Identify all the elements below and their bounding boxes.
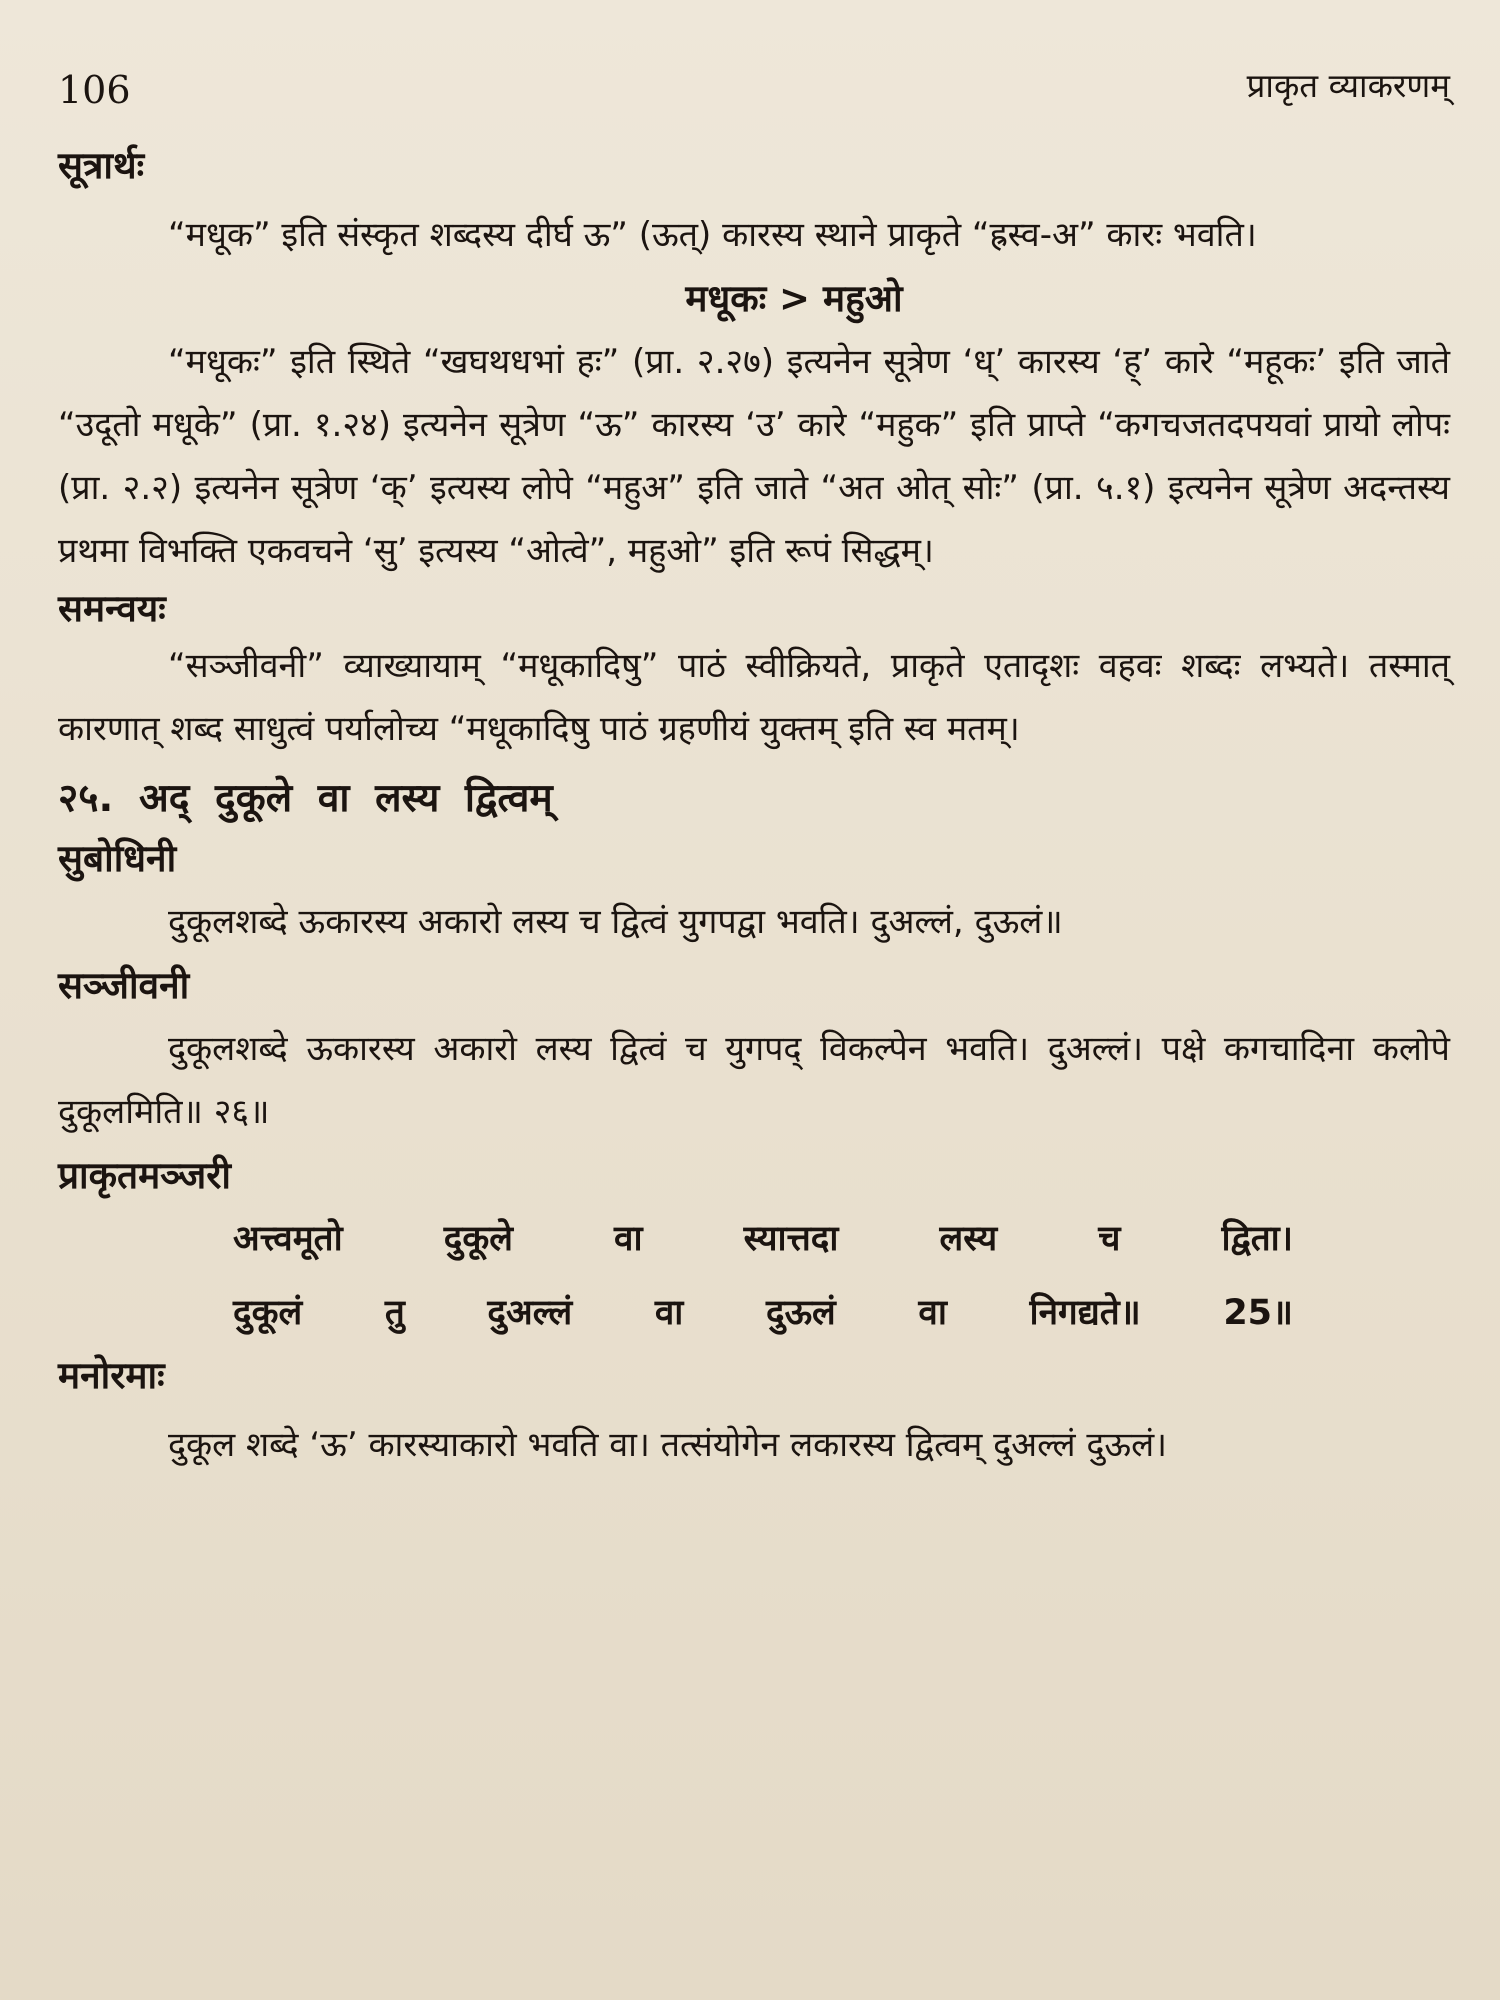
sanjivani-paragraph: दुकूलशब्दे ऊकारस्य अकारो लस्य द्वित्वं च युगपद् विकल्पेन भवति। दुअल्लं। पक्षे कगचादिना कलोपे दुकूलमिति॥ २६॥ (58, 1029, 1450, 1132)
verse-line-1: अत्त्वमूतो दुकूले वा स्यात्तदा लस्य च द्विता। (233, 1219, 1293, 1259)
samanvaya-heading: समन्वयः (58, 587, 166, 630)
running-title: प्राकृत व्याकरणम् (1246, 66, 1450, 105)
sanjivani-heading: सञ्जीवनी (58, 964, 190, 1007)
samanvaya-paragraph: “सञ्जीवनी” व्याख्यायाम् “मधूकादिषु” पाठं स्वीक्रियते, प्राकृते एतादृशः वहवः शब्दः लभ्यते। तस्मात् कारणात् शब्द साधुत्वं पर्यालोच्य “मधूकादिषु पाठं ग्रहणीयं युक्तम् इति स्व मतम्। (58, 646, 1450, 749)
derivation-heading: मधूकः > महुओ (685, 277, 903, 320)
subodhini-heading: सुबोधिनी (58, 837, 177, 880)
sutrartha-heading: सूत्रार्थः (58, 144, 145, 187)
page-number: 106 (58, 68, 131, 112)
manorama-heading: मनोरमाः (58, 1354, 165, 1397)
manorama-paragraph: दुकूल शब्दे ‘ऊ’ कारस्याकारो भवति वा। तत्संयोगेन लकारस्य द्वित्वम् दुअल्लं दुऊलं। (168, 1425, 1168, 1465)
sutrartha-paragraph: “मधूक” इति संस्कृत शब्दस्य दीर्घ ऊ” (ऊत्) कारस्य स्थाने प्राकृते “ह्रस्व-अ” कारः भवति। (168, 215, 1257, 255)
derivation-paragraph: “मधूकः” इति स्थिते “खघथधभां हः” (प्रा. २.२७) इत्यनेन सूत्रेण ‘ध्’ कारस्य ‘ह्’ कारे “महूकः’ इति जाते “उदूतो मधूके” (प्रा. १.२४) इत्यनेन सूत्रेण “ऊ” कारस्य ‘उ’ कारे “महुक” इति प्राप्ते “कगचजतदपयवां प्रायो लोपः (प्रा. २.२) इत्यनेन सूत्रेण ‘क्’ इत्यस्य लोपे “महुअ” इति जाते “अत ओत् सोः” (प्रा. ५.१) इत्यनेन सूत्रेण अदन्तस्य प्रथमा विभक्ति एकवचने ‘सु’ इत्यस्य “ओत्वे”, महुओ” इति रूपं सिद्धम्। (58, 342, 1450, 571)
sutra-title: २५. अद् दुकूले वा लस्य द्वित्वम् (58, 776, 553, 821)
subodhini-paragraph: दुकूलशब्दे ऊकारस्य अकारो लस्य च द्वित्वं युगपद्वा भवति। दुअल्लं, दुऊलं॥ (168, 902, 1063, 942)
verse-line-2: दुकूलं तु दुअल्लं वा दुऊलं वा निगद्यते॥ 25॥ (233, 1293, 1293, 1333)
prakritamanjari-heading: प्राकृतमञ्जरी (58, 1154, 231, 1197)
page-header (58, 62, 1450, 122)
page-content (58, 140, 1450, 1477)
